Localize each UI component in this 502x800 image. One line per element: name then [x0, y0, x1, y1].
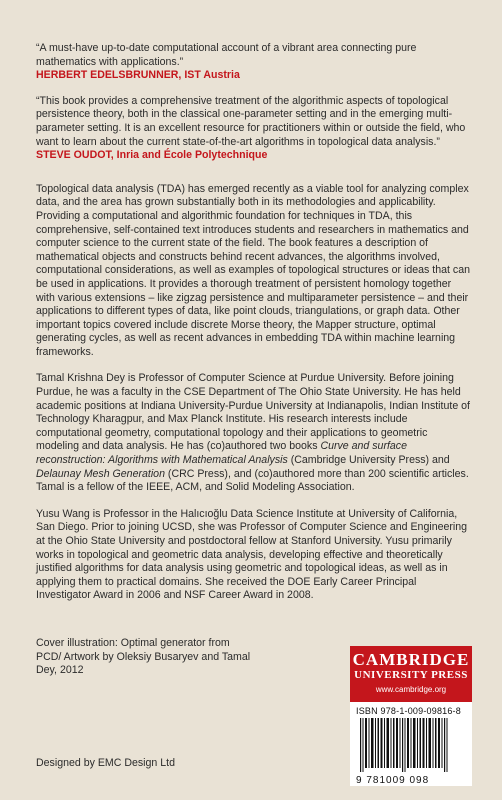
quote-text: “This book provides a comprehensive treatment of the algorithmic aspects of topological persistence theory, both in the classical one-parameter setting and in the emerging multi-parameter setting. It is an excellent resource for practitioners within or outside the field, who want to learn about the current state-of-the-art algorithms in topological data analysis.”	[36, 94, 466, 148]
publisher-name: CAMBRIDGE	[352, 650, 470, 669]
cambridge-logo	[350, 646, 472, 702]
barcode-icon	[356, 718, 466, 772]
bio-text: (CRC Press), and (co)authored more than 200 scientific articles. Tamal is a fellow of the IEEE, ACM, and Solid Modeling Association.	[36, 467, 469, 494]
back-cover-text	[36, 42, 472, 616]
quote-author-name: HERBERT EDELSBRUNNER,	[36, 69, 182, 82]
quote-author-name: STEVE OUDOT,	[36, 149, 114, 162]
cover-illustration-credit: Cover illustration: Optimal generator from PCD/ Artwork by Oleksiy Busaryev and Tamal Dey, 2012	[36, 637, 251, 677]
book-title: Curve and surface reconstruction: Algorithms with Mathematical Analysis	[36, 440, 407, 467]
quote-author	[36, 69, 472, 83]
author-bio-wang: Yusu Wang is Professor in the Halıcıoğlu Data Science Institute at University of California, San Diego. Prior to joining UCSD, she was Professor of Computer Science and Engineering at the Ohio State University and postdoctoral fellow at Stanford University. Yusu primarily works in topological and geometric data analysis, developing effective and theoretically justified algorithms for data analysis using geometric and topological ideas, as well as in applying them to practical domains. She received the DOE Early Career Principal Investigator Award in 2006 and NSF Career Award in 2008.	[36, 507, 468, 602]
designer-credit: Designed by EMC Design Ltd	[36, 757, 175, 769]
author-bio-dey	[36, 372, 472, 494]
publisher-url: www.cambridge.org	[375, 685, 447, 694]
barcode-digits: 9 781009 098	[356, 775, 430, 786]
quote-oudot	[36, 95, 472, 163]
quote-text: “A must-have up-to-date computational account of a vibrant area connecting pure mathematics with applications.”	[36, 42, 417, 68]
book-description: Topological data analysis (TDA) has emerged recently as a viable tool for analyzing complex data, and the area has grown substantially both in its methodologies and applicability. Providing a computational and algorithmic foundation for techniques in TDA, this comprehensive, self-contained text introduces students and researchers in mathematics and computer science to the current state of the field. The book features a description of mathematical objects and constructs behind recent advances, the algorithms involved, computational considerations, as well as examples of topological structures or ideas that can be used in applications. It provides a thorough treatment of persistent homology together with various extensions – like zigzag persistence and multiparameter persistence – and their applications to different types of data, like point clouds, triangulations, or graph data. Other important topics covered include discrete Morse theory, the Mapper structure, optimal generating cycles, as well as recent advances in embedding TDA within machine learning frameworks.	[36, 182, 470, 358]
bio-text: Tamal Krishna Dey is Professor of Computer Science at Purdue University. Before joining Purdue, he was a faculty in the CSE Department of The Ohio State University. He has held academic positions at Indiana University-Purdue University at Indianapolis, Indian Institute of Technology Kharagpur, and Max Planck Institute. His research interests include computational geometry, computational topology and their applications to geometric modeling and data analysis. He has (co)authored two books	[36, 372, 470, 453]
book-title: Delaunay Mesh Generation	[36, 467, 165, 480]
quote-edelsbrunner	[36, 42, 472, 83]
quote-author-affiliation: IST Austria	[184, 69, 240, 82]
bio-text: (Cambridge University Press) and	[287, 454, 450, 467]
isbn-barcode-box	[350, 702, 472, 786]
quote-author-affiliation: Inria and École Polytechnique	[116, 149, 268, 162]
barcode-number	[356, 770, 468, 788]
isbn-label: ISBN 978-1-009-09816-8	[356, 706, 461, 716]
publisher-subtitle: UNIVERSITY PRESS	[354, 669, 468, 681]
quote-author	[36, 149, 472, 163]
